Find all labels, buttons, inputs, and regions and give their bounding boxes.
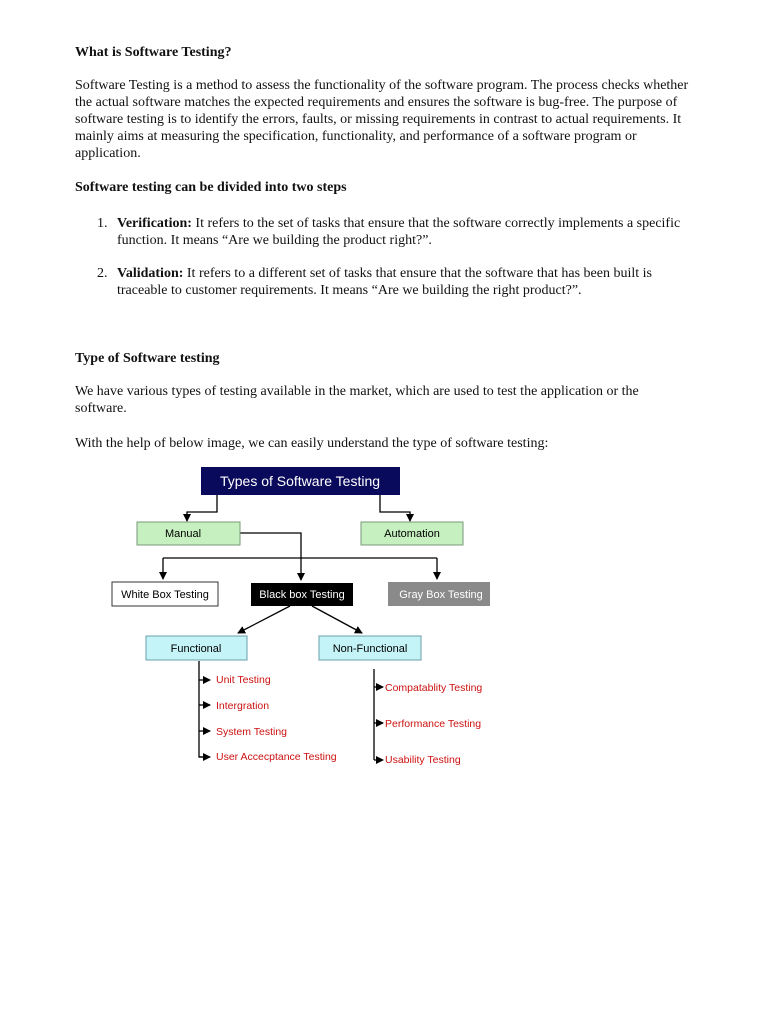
functional-item-system: System Testing (216, 726, 288, 738)
list-term: Verification: (117, 216, 192, 231)
connector-title-manual (187, 495, 217, 521)
list-text: It refers to the set of tasks that ensure that the software correctly implements a specific function. It means “Are we building the product right?”. (117, 216, 681, 248)
list-term: Validation: (117, 266, 184, 281)
list-text: It refers to a different set of tasks that ensure that the software that has been built is traceable to customer requirements. It means “Are we building the right product?”. (117, 266, 652, 298)
list-number: 2. (97, 266, 108, 281)
functional-label: Functional (170, 643, 222, 655)
list-number: 1. (97, 216, 108, 231)
non-functional-label: Non-Functional (332, 643, 408, 655)
nonfunctional-item-compat: Compatablity Testing (385, 682, 483, 694)
intro-paragraph: Software Testing is a method to assess the functionality of the software program. The process checks whether the actual software matches the expected requirements and ensures the software is bug-free. The purpose of software testing is to identify the errors, faults, or missing requirements in contrast to actual requirements. It mainly aims at measuring the specification, functionality, and performance of a software program or application. (75, 78, 689, 161)
automation-label: Automation (384, 528, 440, 540)
black-box-testing-label: Black box Testing (259, 589, 345, 601)
manual-label: Manual (164, 528, 202, 540)
connector-to-functional (238, 606, 290, 633)
heading-types: Type of Software testing (75, 351, 220, 366)
nonfunctional-item-performance: Performance Testing (385, 718, 482, 730)
white-box-testing-label: White Box Testing (121, 589, 209, 601)
functional-item-unit: Unit Testing (216, 674, 271, 686)
gray-box-testing-label: Gray Box Testing (399, 589, 483, 601)
connector-to-nonfunctional (312, 606, 362, 633)
nonfunctional-item-usability: Usability Testing (385, 754, 461, 766)
types-paragraph: We have various types of testing available in the market, which are used to test the application or the software. (75, 384, 639, 416)
functional-trunk (199, 661, 205, 757)
title-label: Types of Software Testing (219, 473, 381, 489)
image-intro-paragraph: With the help of below image, we can easily understand the type of software testing: (75, 436, 549, 451)
heading-what-is-testing: What is Software Testing? (75, 45, 232, 60)
connector-manual-down (240, 533, 301, 558)
connector-title-automation (380, 495, 410, 521)
heading-two-steps: Software testing can be divided into two steps (75, 180, 347, 195)
functional-item-uat: User Accecptance Testing (216, 751, 337, 763)
functional-item-integration: Intergration (216, 700, 270, 712)
